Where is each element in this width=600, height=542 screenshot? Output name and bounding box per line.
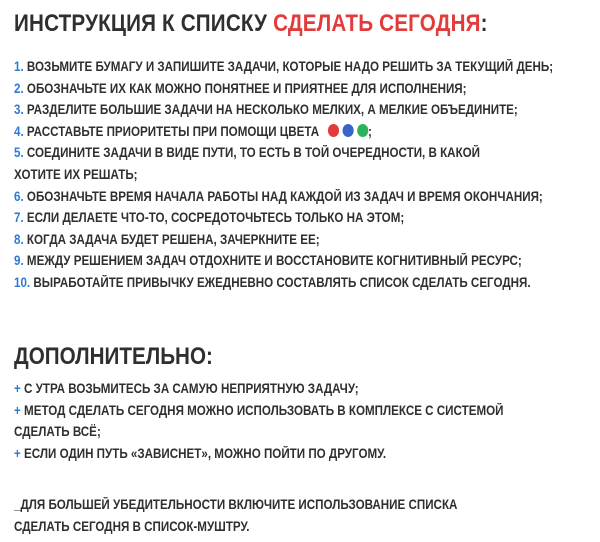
- list-item: [14, 378, 586, 400]
- step-number: 2.: [14, 80, 24, 96]
- step-number: 7.: [14, 210, 24, 226]
- footnote: [14, 494, 586, 537]
- step-text: ЕСЛИ ДЕЛАЕТЕ ЧТО-ТО, СОСРЕДОТОЧЬТЕСЬ ТОЛЬКО НА ЭТОМ;: [26, 210, 405, 226]
- step-text: ВОЗЬМИТЕ БУМАГУ И ЗАПИШИТЕ ЗАДАЧИ, КОТОРЫЕ НАДО РЕШИТЬ ЗА ТЕКУЩИЙ ДЕНЬ;: [26, 59, 554, 74]
- list-item: [14, 121, 586, 143]
- list-item: [14, 207, 586, 229]
- list-item: [14, 186, 586, 208]
- step-number: 9.: [14, 253, 24, 269]
- list-item: [14, 400, 586, 422]
- list-item: [14, 229, 586, 251]
- plus-bullet-icon: +: [14, 402, 21, 418]
- extra-text: СДЕЛАТЬ ВСЁ;: [14, 424, 101, 440]
- list-item: [14, 78, 586, 100]
- green-dot-icon: [357, 124, 368, 137]
- list-item: [14, 142, 586, 164]
- plus-bullet-icon: +: [14, 381, 21, 396]
- title-suffix: :: [480, 10, 488, 37]
- step-text: МЕЖДУ РЕШЕНИЕМ ЗАДАЧ ОТДОХНИТЕ И ВОССТАНОВИТЕ КОГНИТИВНЫЙ РЕСУРС;: [26, 253, 522, 269]
- extra-heading: ДОПОЛНИТЕЛЬНО:: [14, 343, 213, 370]
- red-dot-icon: [328, 124, 339, 137]
- step-text: ОБОЗНАЧЬТЕ ВРЕМЯ НАЧАЛА РАБОТЫ НАД КАЖДОЙ ИЗ ЗАДАЧ И ВРЕМЯ ОКОНЧАНИЯ;: [26, 188, 543, 204]
- title-prefix: ИНСТРУКЦИЯ К СПИСКУ: [14, 10, 268, 37]
- step-text: РАССТАВЬТЕ ПРИОРИТЕТЫ ПРИ ПОМОЩИ ЦВЕТА: [26, 123, 320, 139]
- extra-list: [14, 378, 586, 464]
- step-number: 3.: [14, 102, 24, 118]
- step-number: 5.: [14, 145, 24, 161]
- list-item: [14, 250, 586, 272]
- step-number: 1.: [14, 59, 24, 74]
- priority-colors: [328, 124, 368, 137]
- step-text: РАЗДЕЛИТЕ БОЛЬШИЕ ЗАДАЧИ НА НЕСКОЛЬКО МЕЛКИХ, А МЕЛКИЕ ОБЪЕДИНИТЕ;: [26, 102, 518, 118]
- list-item: [14, 164, 586, 186]
- plus-bullet-icon: +: [14, 445, 21, 461]
- step-number: 4.: [14, 123, 24, 139]
- note-line: _ДЛЯ БОЛЬШЕЙ УБЕДИТЕЛЬНОСТИ ВКЛЮЧИТЕ ИСПОЛЬЗОВАНИЕ СПИСКА: [14, 497, 458, 512]
- list-item: [14, 56, 586, 78]
- step-number: 8.: [14, 231, 24, 247]
- note-line: СДЕЛАТЬ СЕГОДНЯ В СПИСОК-МУШТРУ.: [14, 518, 250, 534]
- step-number: 10.: [14, 274, 31, 290]
- extra-text: С УТРА ВОЗЬМИТЕСЬ ЗА САМУЮ НЕПРИЯТНУЮ ЗАДАЧУ;: [24, 381, 359, 396]
- step-text: ВЫРАБОТАЙТЕ ПРИВЫЧКУ ЕЖЕДНЕВНО СОСТАВЛЯТЬ СПИСОК СДЕЛАТЬ СЕГОДНЯ.: [33, 274, 531, 290]
- step-text: КОГДА ЗАДАЧА БУДЕТ РЕШЕНА, ЗАЧЕРКНИТЕ ЕЕ;: [26, 231, 320, 247]
- list-item: [14, 99, 586, 121]
- extra-text: ЕСЛИ ОДИН ПУТЬ «ЗАВИСНЕТ», МОЖНО ПОЙТИ ПО ДРУГОМУ.: [24, 445, 387, 461]
- step-number: 6.: [14, 188, 24, 204]
- list-item: [14, 272, 586, 294]
- step-text: ОБОЗНАЧЬТЕ ИХ КАК МОЖНО ПОНЯТНЕЕ И ПРИЯТНЕЕ ДЛЯ ИСПОЛНЕНИЯ;: [26, 80, 467, 96]
- list-item: [14, 443, 586, 465]
- step-text: ХОТИТЕ ИХ РЕШАТЬ;: [14, 166, 138, 182]
- extra-text: МЕТОД СДЕЛАТЬ СЕГОДНЯ МОЖНО ИСПОЛЬЗОВАТЬ В КОМПЛЕКСЕ С СИСТЕМОЙ: [24, 402, 504, 418]
- step-text-after: ;: [367, 123, 372, 139]
- page-title: [14, 12, 488, 36]
- blue-dot-icon: [342, 124, 353, 137]
- title-accent: СДЕЛАТЬ СЕГОДНЯ: [273, 10, 481, 37]
- list-item: [14, 421, 586, 443]
- steps-list: [14, 56, 586, 294]
- step-text: СОЕДИНИТЕ ЗАДАЧИ В ВИДЕ ПУТИ, ТО ЕСТЬ В ТОЙ ОЧЕРЕДНОСТИ, В КАКОЙ: [26, 145, 481, 161]
